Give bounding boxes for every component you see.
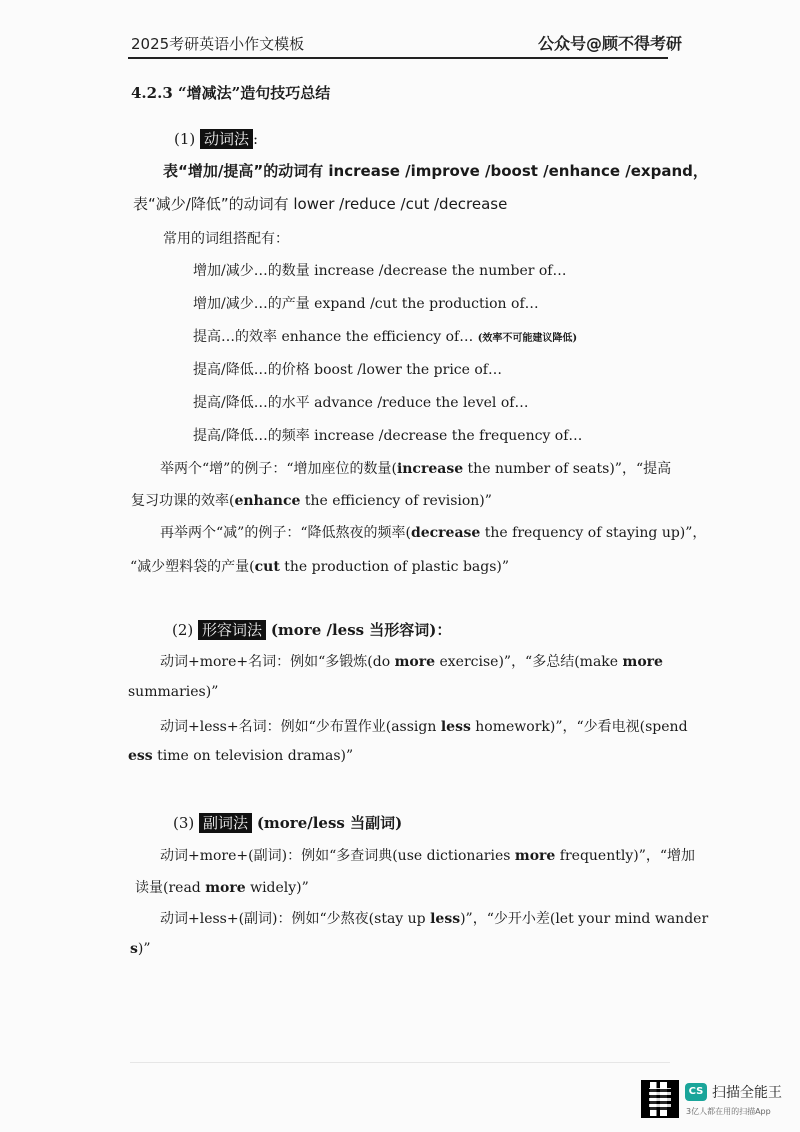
rule-text: exercise)”，“多总结(make	[435, 654, 623, 670]
adj-method-desc: (more /less 当形容词)：	[270, 621, 452, 639]
footer-divider	[130, 1062, 670, 1063]
header-divider	[128, 57, 668, 59]
example-text: the efficiency of revision)”	[300, 493, 492, 509]
decrease-examples-line1	[160, 522, 706, 542]
verb-method-marker: (1)	[174, 130, 196, 148]
rule-text: 动词+less+(副词)：例如“少熬夜(stay up	[160, 911, 431, 927]
adv-rule2-line1	[160, 908, 708, 928]
rule-keyword: more	[205, 880, 246, 896]
example-text: “减少塑料袋的产量(	[130, 559, 255, 575]
collocation-item: 提高/降低…的水平 advance /reduce the level of…	[193, 395, 529, 411]
adj-rule2-line2	[128, 748, 353, 764]
adj-method-heading	[172, 619, 451, 640]
example-text: the frequency of staying up)”，	[480, 525, 707, 541]
rule-keyword: more	[622, 654, 663, 670]
example-keyword: increase	[396, 461, 464, 477]
adv-rule1-line2	[135, 877, 309, 897]
scanner-app-name: 扫描全能王	[712, 1085, 782, 1101]
scanner-tagline: 3亿人都在用的扫描App	[686, 1107, 771, 1116]
collocation-item: 提高/降低…的频率 increase /decrease the frequency of…	[193, 428, 583, 444]
adv-method-desc: (more/less 当副词)	[256, 814, 403, 832]
section-title: 4.2.3 “增减法”造句技巧总结	[131, 84, 331, 102]
rule-text: 动词+less+名词：例如“少布置作业(assign	[160, 719, 441, 735]
header-title: 2025考研英语小作文模板	[131, 35, 305, 53]
rule-keyword: less	[430, 911, 461, 927]
rule-text: 动词+more+名词：例如“多锻炼(do	[160, 654, 395, 670]
rule-keyword: less	[440, 719, 471, 735]
verb-method-label: 动词法	[200, 129, 253, 149]
increase-examples-line1	[160, 458, 671, 478]
rule-text: )”，“少开小差(let your mind wander	[460, 911, 709, 927]
rule-text: homework)”，“少看电视(spend	[470, 719, 688, 735]
example-text: 复习功课的效率(	[131, 493, 235, 509]
adj-rule2-line1	[160, 716, 688, 736]
collocation-item: 增加/减少…的产量 expand /cut the production of…	[193, 296, 539, 312]
example-text: 再举两个“减”的例子：“降低熬夜的频率(	[160, 525, 411, 541]
collocation-item: 增加/减少…的数量 increase /decrease the number of…	[193, 263, 567, 279]
rule-text: 读量(read	[135, 880, 206, 896]
header-account: 公众号@顾不得考研	[538, 34, 683, 53]
adv-method-heading	[173, 812, 402, 833]
rule-keyword: more	[394, 654, 436, 670]
example-text: the number of seats)”，“提高	[463, 461, 672, 477]
verb-method-colon: :	[253, 130, 259, 148]
rule-keyword: ess	[128, 748, 153, 764]
rule-text: time on television dramas)”	[152, 748, 354, 764]
adv-method-label: 副词法	[199, 813, 252, 833]
collocation-item-efficiency	[193, 326, 577, 346]
collocation-item: 提高/降低…的价格 boost /lower the price of…	[193, 362, 502, 378]
camscanner-logo-icon: CS	[685, 1083, 707, 1101]
adj-rule1-line1	[160, 651, 663, 671]
rule-text: widely)”	[245, 880, 309, 896]
adv-method-marker: (3)	[173, 814, 195, 832]
collocations-intro: 常用的词组搭配有：	[163, 231, 289, 247]
qr-code-icon	[641, 1080, 679, 1118]
efficiency-note: (效率不可能建议降低)	[477, 333, 578, 344]
increase-examples-line2	[131, 490, 492, 510]
rule-keyword: more	[514, 848, 556, 864]
collocation-item: 提高…的效率 enhance the efficiency of…	[193, 329, 474, 345]
example-keyword: enhance	[234, 493, 301, 509]
rule-keyword: s	[130, 941, 138, 957]
adj-method-marker: (2)	[172, 621, 194, 639]
example-keyword: cut	[254, 559, 280, 575]
adj-method-label: 形容词法	[198, 620, 266, 640]
decrease-examples-line2	[130, 556, 509, 576]
rule-text: )”	[137, 941, 151, 957]
example-text: the production of plastic bags)”	[279, 559, 510, 575]
adv-rule2-line2	[130, 941, 151, 957]
rule-text: frequently)”，“增加	[555, 848, 696, 864]
adj-rule1-line2: summaries)”	[128, 684, 219, 700]
verb-method-heading	[174, 128, 258, 149]
decrease-verbs-line: 表“减少/降低”的动词有 lower /reduce /cut /decrease	[133, 195, 508, 213]
example-text: 举两个“增”的例子：“增加座位的数量(	[160, 461, 397, 477]
example-keyword: decrease	[410, 525, 481, 541]
rule-text: 动词+more+(副词)：例如“多查词典(use dictionaries	[160, 848, 515, 864]
increase-verbs-line: 表“增加/提高”的动词有 increase /improve /boost /enhance /expand，	[163, 162, 708, 180]
adv-rule1-line1	[160, 845, 695, 865]
